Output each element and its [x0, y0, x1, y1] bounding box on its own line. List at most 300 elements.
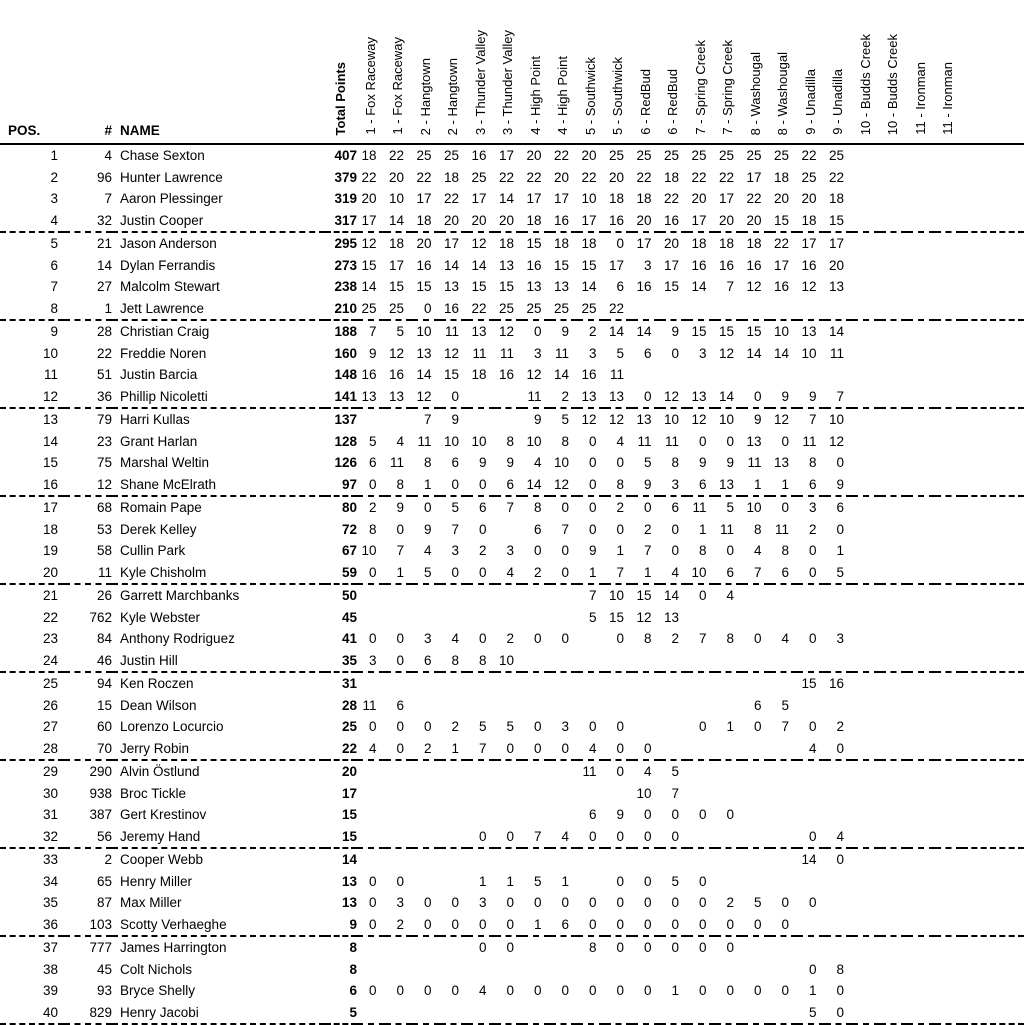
rider-position: 8	[0, 298, 64, 321]
rider-name: Jerry Robin	[112, 738, 325, 761]
race-score-15	[742, 848, 770, 871]
race-score-15: 5	[753, 895, 762, 910]
race-score-18	[825, 914, 853, 937]
race-score-19	[852, 255, 880, 277]
race-score-9: 0	[577, 474, 605, 497]
race-score-20	[880, 167, 908, 189]
race-score-18	[825, 760, 853, 783]
row-filler	[962, 695, 1024, 717]
race-score-9: 7	[588, 588, 597, 603]
race-score-14: 9	[726, 455, 734, 470]
race-score-13	[687, 607, 715, 629]
row-filler	[962, 607, 1024, 629]
race-score-21	[907, 914, 935, 937]
race-score-7	[522, 959, 550, 981]
race-score-15	[742, 936, 770, 959]
race-score-17	[797, 695, 825, 717]
race-score-19	[852, 914, 880, 937]
race-score-22	[935, 386, 963, 409]
rider-row	[0, 672, 1024, 695]
race-score-21	[907, 672, 935, 695]
rider-row	[0, 167, 1024, 189]
race-score-14	[715, 959, 743, 981]
race-score-16	[770, 298, 798, 321]
race-header-label: 8 - Washougal	[747, 51, 763, 135]
race-score-15: 1	[742, 474, 770, 497]
row-filler	[962, 188, 1024, 210]
row-filler	[962, 584, 1024, 607]
rider-name: Garrett Marchbanks	[120, 588, 240, 603]
race-score-19	[852, 695, 880, 717]
race-score-6: 0	[506, 895, 514, 910]
race-score-21	[907, 980, 935, 1002]
race-score-22	[935, 562, 963, 585]
race-score-4: 0	[440, 562, 468, 585]
race-score-7	[522, 607, 550, 629]
race-score-9	[577, 650, 605, 673]
race-score-18: 10	[828, 412, 844, 427]
race-score-17	[797, 584, 825, 607]
race-score-15: 15	[746, 324, 762, 339]
race-score-12	[660, 738, 688, 761]
race-score-1	[357, 672, 385, 695]
race-score-12	[660, 298, 688, 321]
rider-name: Chase Sexton	[120, 148, 205, 163]
race-score-21	[907, 474, 935, 497]
row-filler	[962, 320, 1024, 343]
rider-number: 829	[64, 1002, 112, 1025]
rider-total-points: 17	[341, 785, 357, 801]
header-race-20	[880, 0, 908, 144]
race-score-4: 8	[440, 650, 468, 673]
race-score-18: 20	[828, 257, 844, 273]
race-score-10: 7	[605, 562, 633, 585]
race-score-3	[412, 760, 440, 783]
race-score-12: 0	[671, 543, 679, 558]
race-score-1	[357, 408, 385, 431]
race-score-8	[550, 783, 578, 805]
race-score-14: 0	[715, 914, 743, 937]
race-score-5: 11	[472, 345, 487, 361]
race-score-16: 17	[773, 257, 789, 273]
race-score-18: 16	[828, 676, 844, 691]
race-score-5	[467, 959, 495, 981]
rider-row	[0, 1002, 1024, 1025]
rider-number: 94	[96, 676, 112, 691]
rider-name: Malcolm Stewart	[120, 279, 220, 294]
rider-row	[0, 914, 1024, 937]
race-score-4: 5	[451, 500, 459, 515]
race-score-13: 0	[698, 940, 707, 955]
rider-name: Jason Anderson	[120, 236, 217, 251]
race-score-1	[357, 959, 385, 981]
race-score-21	[907, 871, 935, 893]
race-score-5: 0	[467, 826, 495, 849]
row-filler	[962, 628, 1024, 650]
race-score-18: 0	[836, 852, 844, 867]
race-score-21	[907, 716, 935, 738]
race-score-13	[687, 364, 715, 386]
rider-number: 56	[64, 826, 112, 849]
rider-position: 1	[50, 148, 58, 163]
race-score-14: 7	[726, 279, 734, 294]
race-score-20	[880, 980, 908, 1002]
row-filler	[962, 343, 1024, 365]
race-score-19	[852, 959, 880, 981]
race-score-8: 8	[561, 433, 569, 449]
race-score-1: 0	[357, 562, 385, 585]
race-score-12: 0	[671, 940, 679, 955]
race-score-9: 13	[577, 386, 605, 409]
race-score-20	[880, 936, 908, 959]
race-score-16: 0	[781, 433, 789, 449]
race-score-18: 0	[836, 521, 844, 537]
race-score-2	[385, 959, 413, 981]
rider-row	[0, 783, 1024, 805]
header-race-11	[632, 0, 660, 144]
race-score-15: 25	[746, 148, 762, 163]
race-score-11: 15	[636, 588, 652, 603]
race-score-11: 17	[636, 236, 652, 251]
race-score-6: 2	[506, 631, 514, 646]
race-score-11: 16	[636, 279, 652, 294]
race-score-14: 11	[719, 521, 734, 537]
race-score-9	[577, 695, 605, 717]
race-score-1: 0	[357, 914, 385, 937]
race-score-1	[357, 760, 385, 783]
rider-name: Cooper Webb	[120, 852, 204, 867]
race-score-14: 4	[726, 588, 734, 603]
race-score-16: 14	[773, 345, 789, 361]
race-score-8: 2	[550, 386, 578, 409]
race-score-22	[935, 826, 963, 849]
race-score-8: 18	[553, 236, 569, 251]
race-score-19	[852, 474, 880, 497]
race-score-15: 12	[746, 279, 762, 294]
race-score-5: 25	[471, 169, 487, 185]
rider-total-points: 97	[325, 474, 357, 497]
race-score-6: 11	[499, 345, 514, 361]
race-score-11: 0	[632, 386, 660, 409]
race-score-17: 0	[808, 895, 817, 910]
race-score-20	[880, 672, 908, 695]
race-score-4	[440, 871, 468, 893]
race-score-9: 11	[582, 764, 597, 779]
race-score-19	[852, 826, 880, 849]
race-score-9: 0	[588, 895, 597, 910]
row-filler	[962, 144, 1024, 167]
race-score-16: 11	[774, 521, 789, 537]
race-score-9	[577, 959, 605, 981]
race-score-17: 13	[801, 324, 817, 339]
race-score-12: 6	[671, 500, 679, 515]
rider-name: Derek Kelley	[120, 521, 197, 537]
header-race-3	[412, 0, 440, 144]
rider-row	[0, 320, 1024, 343]
rider-total-points: 126	[334, 455, 357, 470]
race-score-16: 18	[773, 169, 789, 185]
header-total-points	[325, 0, 357, 144]
rider-number: 11	[64, 562, 112, 585]
race-score-4: 0	[440, 914, 468, 937]
race-score-11: 10	[636, 785, 652, 801]
race-score-3: 17	[416, 191, 432, 206]
rider-row	[0, 496, 1024, 519]
race-score-2	[385, 783, 413, 805]
rider-name: Shane McElrath	[112, 474, 325, 497]
race-score-18: 0	[836, 983, 844, 998]
race-score-15	[742, 760, 770, 783]
race-score-5: 1	[478, 873, 487, 889]
rider-name: Ken Roczen	[120, 676, 194, 691]
race-score-2: 18	[388, 236, 404, 251]
race-score-4: 20	[440, 210, 468, 233]
race-score-16	[770, 804, 798, 826]
race-score-11: 8	[643, 631, 652, 646]
race-score-16: 16	[773, 279, 789, 294]
race-header-label: 3 - Thunder Valley	[472, 29, 488, 135]
race-score-22	[935, 738, 963, 761]
race-score-10: 8	[605, 474, 633, 497]
race-score-5: 12	[471, 236, 487, 251]
race-score-8	[550, 1002, 578, 1025]
race-score-7: 0	[533, 895, 542, 910]
race-score-13: 0	[698, 895, 707, 910]
rider-position: 9	[50, 324, 58, 339]
race-score-3: 9	[423, 521, 432, 537]
rider-total-points: 317	[325, 210, 357, 233]
race-score-14	[715, 871, 743, 893]
race-score-19	[852, 848, 880, 871]
race-score-7: 5	[533, 873, 542, 889]
race-score-15: 16	[746, 257, 762, 273]
race-score-13	[687, 650, 715, 673]
rider-position: 27	[42, 719, 58, 734]
race-score-9: 9	[588, 543, 597, 558]
rider-row	[0, 298, 1024, 321]
race-header-label: 3 - Thunder Valley	[500, 29, 516, 135]
race-score-8: 3	[561, 719, 569, 734]
race-score-7	[522, 936, 550, 959]
race-score-19	[852, 650, 880, 673]
race-score-16	[770, 959, 798, 981]
header-name: NAME	[112, 0, 325, 144]
race-score-6	[495, 959, 523, 981]
rider-number: 27	[96, 279, 112, 294]
race-score-3	[412, 584, 440, 607]
race-score-19	[852, 519, 880, 541]
race-score-9: 0	[588, 455, 597, 470]
race-score-21	[907, 892, 935, 914]
rider-total-points: 295	[334, 236, 357, 251]
race-score-15: 0	[753, 631, 762, 646]
race-score-12: 0	[671, 807, 679, 822]
race-score-2: 10	[388, 191, 404, 206]
rider-number: 96	[96, 169, 112, 185]
rider-row	[0, 210, 1024, 233]
race-score-1: 16	[361, 367, 377, 382]
race-score-8	[550, 959, 578, 981]
rider-number: 22	[96, 345, 112, 361]
race-score-2: 9	[396, 500, 404, 515]
rider-total-points: 45	[341, 609, 357, 625]
race-score-22	[935, 584, 963, 607]
rider-total-points: 20	[341, 764, 357, 779]
race-score-2: 0	[396, 521, 404, 537]
race-score-20	[880, 452, 908, 474]
race-score-13: 17	[687, 210, 715, 233]
race-score-22	[935, 914, 963, 937]
rider-name: Max Miller	[120, 895, 182, 910]
race-score-16: 15	[770, 210, 798, 233]
rider-name: Grant Harlan	[120, 433, 198, 449]
race-score-11	[632, 672, 660, 695]
race-score-21	[907, 540, 935, 562]
race-score-15	[742, 804, 770, 826]
race-score-11: 5	[643, 455, 652, 470]
race-score-14: 13	[715, 474, 743, 497]
rider-number: 79	[96, 412, 112, 427]
rider-row	[0, 519, 1024, 541]
rider-total-points: 72	[341, 521, 357, 537]
rider-total-points: 31	[341, 676, 357, 691]
race-score-10	[605, 848, 633, 871]
race-score-18	[825, 695, 853, 717]
race-score-7: 20	[526, 148, 542, 163]
rider-number: 46	[64, 650, 112, 673]
row-filler	[962, 936, 1024, 959]
race-score-20	[880, 386, 908, 409]
race-score-12	[660, 959, 688, 981]
rider-row	[0, 540, 1024, 562]
rider-total-points: 80	[341, 500, 357, 515]
race-score-19	[852, 496, 880, 519]
race-score-9: 12	[581, 412, 597, 427]
race-score-7: 11	[522, 386, 550, 409]
race-score-13: 11	[692, 500, 707, 515]
race-score-16: 4	[781, 631, 789, 646]
race-score-19	[852, 232, 880, 255]
rider-total-points: 238	[334, 279, 357, 294]
rider-total-points: 273	[334, 257, 357, 273]
rider-number: 26	[96, 588, 112, 603]
race-score-1	[357, 848, 385, 871]
rider-total-points: 407	[334, 148, 357, 163]
race-score-5: 0	[467, 562, 495, 585]
rider-row	[0, 431, 1024, 453]
race-score-4	[440, 959, 468, 981]
race-score-15: 22	[746, 191, 762, 206]
race-score-9: 0	[577, 826, 605, 849]
rider-position: 31	[42, 807, 58, 822]
race-score-12: 3	[660, 474, 688, 497]
race-score-12: 8	[671, 455, 679, 470]
race-header-label: 4 - High Point	[555, 56, 571, 135]
race-score-15	[742, 607, 770, 629]
race-score-3: 8	[423, 455, 432, 470]
race-score-14: 16	[718, 257, 734, 273]
race-score-9: 16	[581, 367, 597, 382]
race-score-11: 0	[643, 983, 652, 998]
race-score-20	[880, 540, 908, 562]
race-score-18	[825, 364, 853, 386]
rider-position: 16	[0, 474, 64, 497]
race-score-5: 0	[467, 474, 495, 497]
race-score-13: 3	[698, 345, 707, 361]
race-score-6: 0	[495, 826, 523, 849]
race-score-7: 0	[533, 324, 542, 339]
race-score-6	[495, 519, 523, 541]
race-score-10	[605, 650, 633, 673]
race-score-19	[852, 716, 880, 738]
race-score-12	[660, 716, 688, 738]
race-score-14: 0	[726, 807, 734, 822]
race-score-11: 20	[632, 210, 660, 233]
race-score-19	[852, 188, 880, 210]
race-score-15: 20	[742, 210, 770, 233]
race-score-13: 0	[698, 588, 707, 603]
race-score-12: 14	[663, 588, 679, 603]
race-score-10: 0	[616, 455, 624, 470]
rider-row	[0, 607, 1024, 629]
race-score-12: 0	[671, 345, 679, 361]
race-score-16: 8	[781, 543, 789, 558]
row-filler	[962, 298, 1024, 321]
rider-row	[0, 760, 1024, 783]
rider-position: 26	[42, 697, 58, 713]
race-score-12: 0	[660, 914, 688, 937]
race-score-18: 5	[825, 562, 853, 585]
race-score-19	[852, 540, 880, 562]
rider-number: 32	[64, 210, 112, 233]
race-header-label: 5 - Southwick	[582, 56, 598, 135]
race-score-2	[385, 408, 413, 431]
race-score-14: 2	[726, 895, 734, 910]
race-header-label: 5 - Southwick	[610, 56, 626, 135]
race-score-22	[935, 496, 963, 519]
race-score-11	[632, 716, 660, 738]
race-score-18: 14	[828, 324, 844, 339]
race-score-13	[687, 672, 715, 695]
race-score-22	[935, 695, 963, 717]
rider-total-points: 128	[334, 433, 357, 449]
rider-total-points: 15	[341, 807, 357, 822]
race-score-2: 0	[396, 719, 404, 734]
race-score-16: 9	[770, 386, 798, 409]
header-rider-number: #	[64, 0, 112, 144]
race-score-18: 0	[836, 455, 844, 470]
race-score-3: 2	[412, 738, 440, 761]
race-score-18: 12	[828, 433, 844, 449]
race-score-17	[797, 871, 825, 893]
race-score-12	[660, 672, 688, 695]
race-score-12: 5	[671, 764, 679, 779]
race-score-5: 8	[467, 650, 495, 673]
rider-name: Justin Cooper	[112, 210, 325, 233]
race-score-19	[852, 320, 880, 343]
race-score-5: 0	[467, 914, 495, 937]
rider-total-points: 8	[349, 961, 357, 977]
race-score-8: 9	[561, 324, 569, 339]
race-score-21	[907, 144, 935, 167]
race-score-12: 17	[663, 257, 679, 273]
race-score-10: 0	[616, 236, 624, 251]
race-score-7: 25	[522, 298, 550, 321]
race-score-3: 7	[423, 412, 432, 427]
race-score-11: 0	[643, 807, 652, 822]
race-score-5: 20	[467, 210, 495, 233]
rider-number: 14	[96, 257, 112, 273]
